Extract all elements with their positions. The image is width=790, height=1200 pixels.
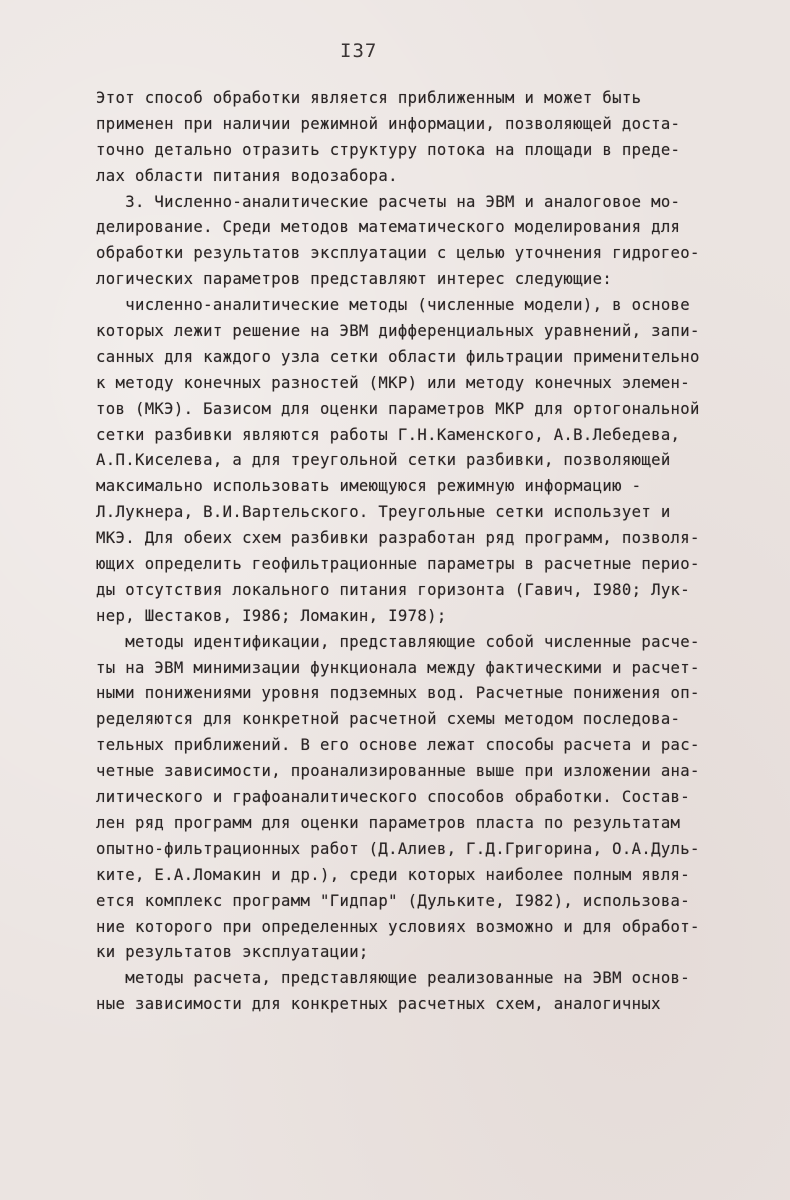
text-line: применен при наличии режимной информации, позволяющей доста- — [96, 114, 681, 133]
text-line: тельных приближений. В его основе лежат способы расчета и рас- — [96, 736, 700, 755]
text-line: обработки результатов эксплуатации с целью уточнения гидрогео- — [96, 244, 700, 263]
text-line: ные зависимости для конкретных расчетных схем, аналогичных — [96, 995, 661, 1014]
text-line: сетки разбивки являются работы Г.Н.Каменского, А.В.Лебедева, — [96, 425, 681, 444]
text-line: 3. Численно-аналитические расчеты на ЭВМ и аналоговое мо- — [96, 192, 681, 211]
text-line: ными понижениями уровня подземных вод. Расчетные понижения оп- — [96, 684, 700, 703]
text-line: логических параметров представляют интерес следующие: — [96, 270, 613, 289]
text-line: методы идентификации, представляющие собой численные расче- — [96, 632, 700, 651]
page-number: I37 — [340, 40, 378, 62]
text-line: ды отсутствия локального питания горизонта (Гавич, I980; Лук- — [96, 580, 691, 599]
text-line: которых лежит решение на ЭВМ дифференциальных уравнений, запи- — [96, 322, 700, 341]
text-line: Этот способ обработки является приближенным и может быть — [96, 89, 642, 107]
text-line: четные зависимости, проанализированные выше при изложении ана- — [96, 762, 700, 781]
text-line: ки результатов эксплуатации; — [96, 943, 369, 962]
text-line: нер, Шестаков, I986; Ломакин, I978); — [96, 606, 447, 625]
text-line: лах области питания водозабора. — [96, 166, 398, 185]
text-line: ние которого при определенных условиях возможно и для обработ- — [96, 917, 700, 936]
text-line: ется комплекс программ "Гидпар" (Дульките, I982), использова- — [96, 891, 691, 910]
text-line: санных для каждого узла сетки области фильтрации применительно — [96, 347, 700, 366]
text-line: ределяются для конкретной расчетной схемы методом последова- — [96, 710, 681, 729]
text-line: делирование. Среди методов математического моделирования для — [96, 218, 681, 237]
text-line: методы расчета, представляющие реализованные на ЭВМ основ- — [96, 969, 691, 988]
text-line: численно-аналитические методы (численные модели), в основе — [96, 296, 691, 315]
body-text — [96, 86, 736, 1018]
text-line: опытно-фильтрационных работ (Д.Алиев, Г.Д.Григорина, О.А.Дуль- — [96, 839, 700, 858]
text-line: точно детально отразить структуру потока на площади в преде- — [96, 140, 681, 159]
text-line: тов (МКЭ). Базисом для оценки параметров МКР для ортогональной — [96, 399, 700, 418]
text-line: ките, Е.А.Ломакин и др.), среди которых наиболее полным явля- — [96, 865, 691, 884]
text-line: литического и графоаналитического способов обработки. Состав- — [96, 788, 691, 807]
text-line: А.П.Киселева, а для треугольной сетки разбивки, позволяющей — [96, 451, 671, 470]
text-line: МКЭ. Для обеих схем разбивки разработан ряд программ, позволя- — [96, 529, 700, 548]
text-line: ты на ЭВМ минимизации функционала между фактическими и расчет- — [96, 658, 700, 677]
text-line: Л.Лукнера, В.И.Вартельского. Треугольные сетки использует и — [96, 503, 671, 522]
text-line: лен ряд программ для оценки параметров пласта по результатам — [96, 813, 681, 832]
text-line: ющих определить геофильтрационные параметры в расчетные перио- — [96, 555, 700, 574]
text-line: максимально использовать имеющуюся режимную информацию - — [96, 477, 642, 496]
text-line: к методу конечных разностей (МКР) или методу конечных элемен- — [96, 373, 691, 392]
